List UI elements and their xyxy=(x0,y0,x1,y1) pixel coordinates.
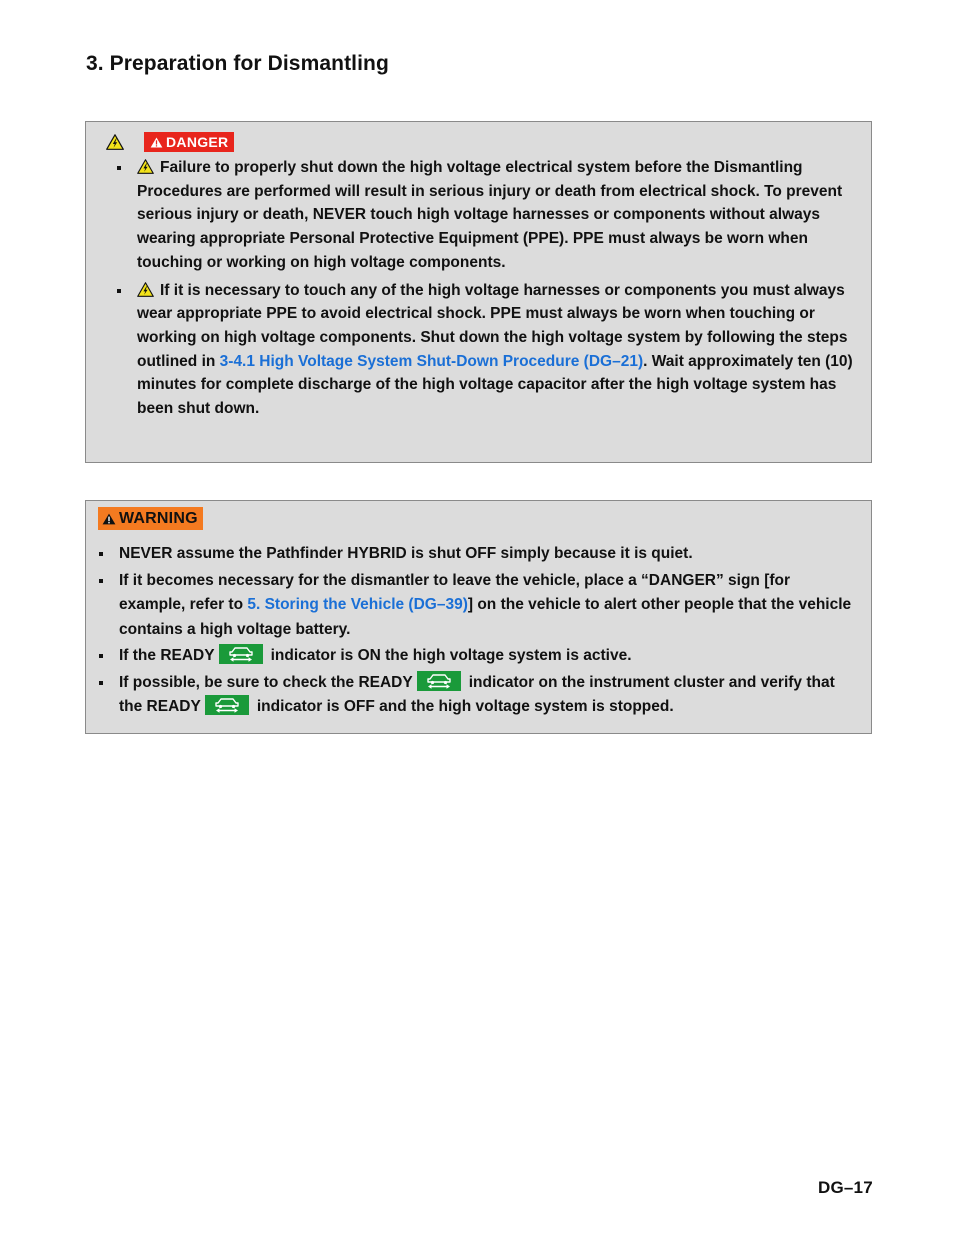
danger-header xyxy=(106,132,234,152)
ready-indicator-icon xyxy=(219,644,263,664)
warning-item-text: If possible, be sure to check the READY xyxy=(119,673,413,691)
warning-item-text: ] on the vehicle to alert other people that the vehicle contains a high voltage battery. xyxy=(119,596,852,638)
list-item xyxy=(98,671,858,720)
danger-list xyxy=(116,156,856,425)
warning-item-text: indicator on the instrument cluster and verify that the READY xyxy=(119,673,835,715)
warning-item-text: If the READY xyxy=(119,647,215,664)
alert-triangle-icon xyxy=(102,513,116,525)
list-item xyxy=(116,279,856,421)
warning-item-text: If it becomes necessary for the dismantler to leave the vehicle, place a “DANGER” sign [for example, refer to xyxy=(119,571,791,613)
warning-item-text: NEVER assume the Pathfinder HYBRID is shut OFF simply because it is quiet. xyxy=(119,545,693,562)
ready-indicator-icon xyxy=(205,695,249,715)
warning-label-text: WARNING xyxy=(119,509,198,527)
high-voltage-warning-icon xyxy=(137,159,154,174)
high-voltage-warning-icon xyxy=(137,282,154,297)
danger-label-text: DANGER xyxy=(166,134,229,150)
danger-item-text: Failure to properly shut down the high voltage electrical system before the Dismantling Procedures are performed will result in serious injury or death from electrical shock. To prevent serious injury or death, NEVER touch high voltage harnesses or components without always wearing appropriate Personal Protective Equipment (PPE). PPE must always be worn when touching or working on high voltage components. xyxy=(137,159,843,271)
high-voltage-warning-icon xyxy=(106,134,124,150)
alert-triangle-icon xyxy=(150,137,163,148)
danger-item-text: If it is necessary to touch any of the high voltage harnesses or components you must always wear appropriate PPE to avoid electrical shock. PPE must always be worn when touching or working on high voltage components. Shut down the high voltage system by following the steps outlined in xyxy=(137,281,848,370)
list-item xyxy=(98,644,858,669)
list-item xyxy=(116,156,856,275)
list-item xyxy=(98,569,858,643)
warning-item-text: indicator is OFF and the high voltage system is stopped. xyxy=(256,698,674,715)
list-item xyxy=(98,542,858,567)
danger-item-text: . Wait approximately ten (10) minutes for complete discharge of the high voltage capacitor after the high voltage system has been shut down. xyxy=(137,352,853,418)
warning-header xyxy=(98,507,203,530)
page-number: DG–17 xyxy=(818,1178,873,1197)
warning-label xyxy=(98,507,203,530)
warning-list xyxy=(98,542,858,722)
shut-down-procedure-link[interactable]: 3-4.1 High Voltage System Shut-Down Procedure (DG–21) xyxy=(219,352,644,370)
danger-label xyxy=(144,132,234,152)
warning-item-text: indicator is ON the high voltage system is active. xyxy=(270,647,632,664)
storing-vehicle-link[interactable]: 5. Storing the Vehicle (DG–39) xyxy=(247,596,468,613)
section-title: 3. Preparation for Dismantling xyxy=(86,52,389,75)
danger-notice-box xyxy=(85,121,872,463)
ready-indicator-icon xyxy=(417,671,461,691)
warning-notice-box xyxy=(85,500,872,734)
